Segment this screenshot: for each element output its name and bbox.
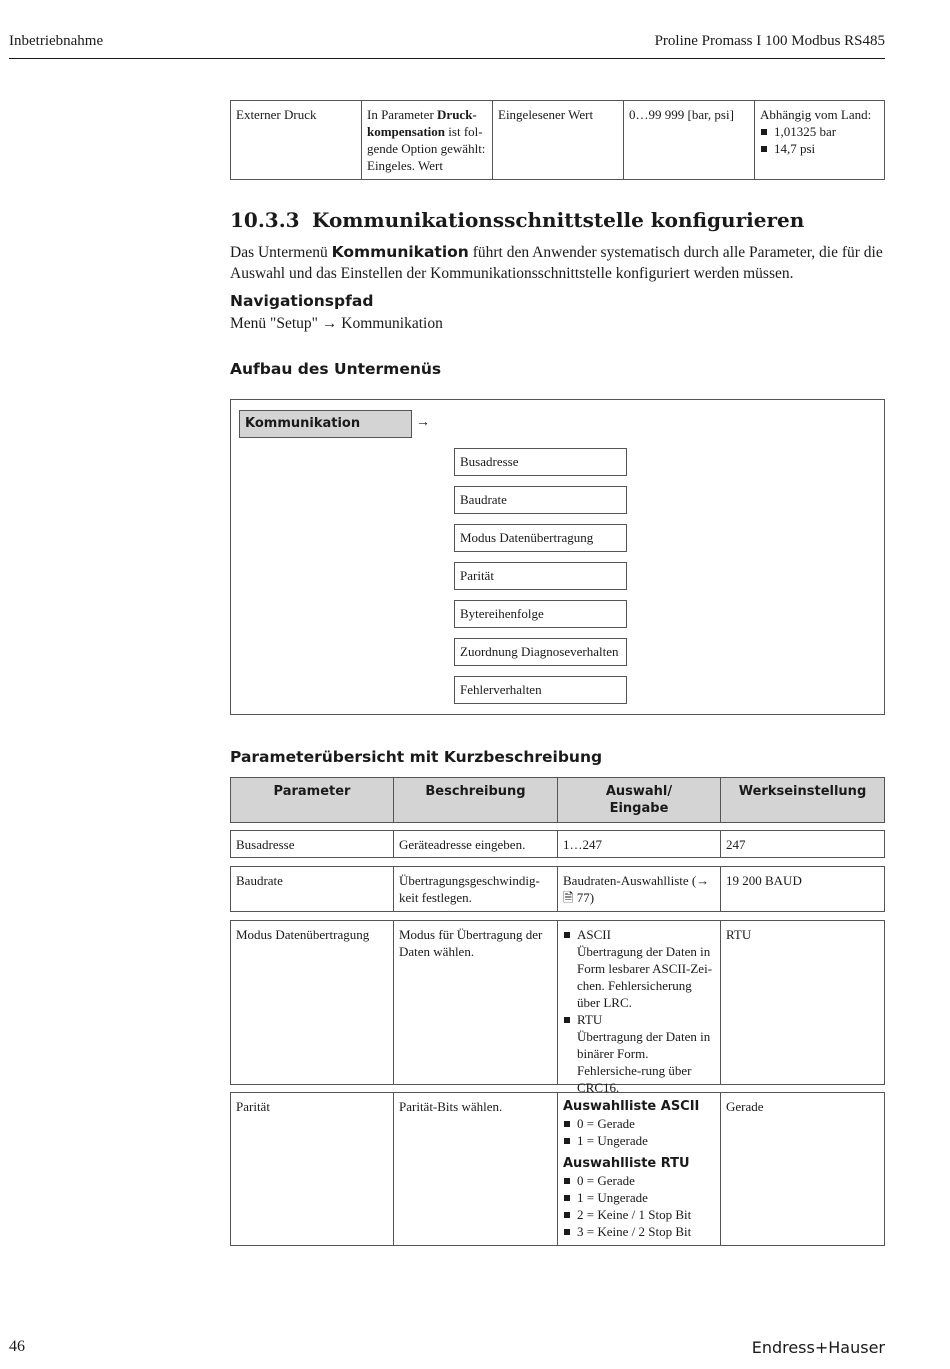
list-item: 14,7 psi (760, 140, 879, 157)
overview-heading: Parameterübersicht mit Kurzbeschreibung (230, 748, 603, 766)
submenu-item-diagnose: Zuordnung Diagnoseverhalten (454, 638, 627, 666)
table-cell: ASCII Übertragung der Daten in Form lesbarer ASCII-Zei-chen. Fehlersicherung über LRC. RTU Übertragung der Daten in binärer Form. Fehlersiche-rung über CRC16. (557, 920, 721, 1085)
table-row: Baudrate (230, 866, 394, 912)
table-cell: Auswahlliste ASCII 0 = Gerade 1 = Ungerade Auswahlliste RTU 0 = Gerade 1 = Ungerade 2 = Keine / 1 Stop Bit 3 = Keine / 2 Stop Bit (557, 1092, 721, 1246)
submenu-diagram (230, 399, 885, 715)
list-item: 0 = Gerade (563, 1115, 715, 1132)
arrow-right-icon: → (416, 415, 430, 430)
list-item: 2 = Keine / 1 Stop Bit (563, 1206, 715, 1223)
submenu-item-busadresse: Busadresse (454, 448, 627, 476)
structure-heading: Aufbau des Untermenüs (230, 360, 442, 378)
nav-heading: Navigationspfad (230, 292, 374, 310)
top-row-range: 0…99 999 [bar, psi] (623, 100, 755, 180)
top-row-bold-parameter: Druck-kompensation (367, 107, 477, 139)
top-row-selection: Eingelesener Wert (492, 100, 624, 180)
top-row-parameter: Externer Druck (230, 100, 362, 180)
nav-path: Menü "Setup" → Kommunikation (230, 315, 443, 332)
submenu-root: Kommunikation (239, 410, 412, 438)
table-cell: 19 200 BAUD (720, 866, 885, 912)
section-number: 10.3.3 (230, 208, 300, 232)
header-rule (9, 58, 885, 59)
table-cell: RTU (720, 920, 885, 1085)
running-header-chapter: Inbetriebnahme (9, 33, 104, 49)
submenu-item-fehlerverhalten: Fehlerverhalten (454, 676, 627, 704)
table-cell: Baudraten-Auswahlliste (→ 🗎 77) (557, 866, 721, 912)
table-row: Modus Datenübertragung (230, 920, 394, 1085)
section-intro: Das Untermenü Kommunikation führt den Anwender systematisch durch alle Parameter, die für die Auswahl und das Einstellen der Kommunikationsschnittstelle konfiguriert werden müssen. (230, 243, 883, 282)
table-row: Busadresse (230, 830, 394, 858)
table-row: Parität (230, 1092, 394, 1246)
list-item: 1 = Ungerade (563, 1189, 715, 1206)
table-cell: 247 (720, 830, 885, 858)
top-row-description: In Parameter Druck-kompensation ist fol-gende Option gewählt: Eingeles. Wert (361, 100, 493, 180)
submenu-item-modus: Modus Datenübertragung (454, 524, 627, 552)
col-header-werkseinstellung: Werkseinstellung (720, 777, 885, 823)
list-item: 0 = Gerade (563, 1172, 715, 1189)
submenu-item-baudrate: Baudrate (454, 486, 627, 514)
list-item: 3 = Keine / 2 Stop Bit (563, 1223, 715, 1240)
table-cell: Modus für Übertragung der Daten wählen. (393, 920, 558, 1085)
col-header-parameter: Parameter (230, 777, 394, 823)
table-cell: Geräteadresse eingeben. (393, 830, 558, 858)
section-heading (230, 208, 804, 232)
col-header-auswahl: Auswahl/ Eingabe (557, 777, 721, 823)
submenu-item-bytereihenfolge: Bytereihenfolge (454, 600, 627, 628)
list-item: 1,01325 bar (760, 123, 879, 140)
list-item: RTU (563, 1011, 715, 1028)
col-header-beschreibung: Beschreibung (393, 777, 558, 823)
top-row-default: Abhängig vom Land: 1,01325 bar 14,7 psi (754, 100, 885, 180)
table-cell: 1…247 (557, 830, 721, 858)
submenu-item-paritaet: Parität (454, 562, 627, 590)
table-cell: Übertragungsgeschwindig-keit festlegen. (393, 866, 558, 912)
brand-footer: Endress+Hauser (751, 1338, 885, 1357)
section-title: Kommunikationsschnittstelle konfigurieren (312, 208, 805, 232)
running-header-product: Proline Promass I 100 Modbus RS485 (654, 33, 885, 49)
table-cell: Parität-Bits wählen. (393, 1092, 558, 1246)
page-number: 46 (9, 1338, 25, 1355)
list-item: 1 = Ungerade (563, 1132, 715, 1149)
table-cell: Gerade (720, 1092, 885, 1246)
list-item: ASCII (563, 926, 715, 943)
